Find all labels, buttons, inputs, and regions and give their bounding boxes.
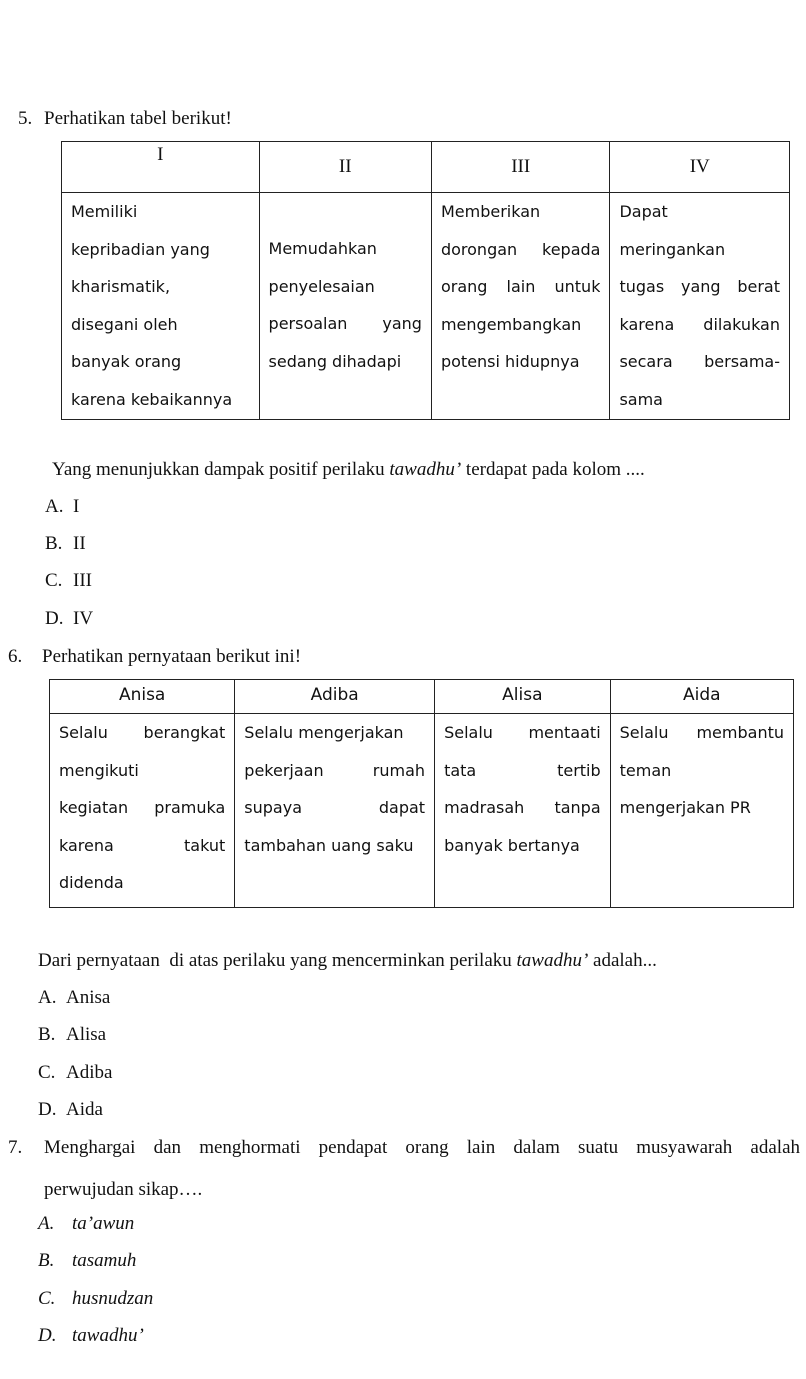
q5-c3-line: potensi hidupnya — [440, 352, 580, 371]
q6-question-post: adalah... — [588, 950, 657, 971]
q5-c4-line: karena dilakukan — [619, 314, 780, 334]
q7-option-b[interactable] — [38, 1250, 136, 1272]
option-letter: A. — [38, 1213, 55, 1234]
q5-c3-line: orang lain untuk — [440, 277, 601, 296]
q5-c1-line: kharismatik, — [71, 277, 171, 296]
q5-option-a[interactable] — [45, 496, 79, 518]
q6-cell-3 — [435, 714, 611, 908]
q5-c4-line: secara bersama- — [619, 352, 780, 371]
q6-table — [49, 679, 794, 908]
option-text: Anisa — [66, 987, 111, 1008]
q6-option-b[interactable] — [38, 1024, 106, 1046]
option-letter: C. — [38, 1062, 56, 1083]
q6-cell-4 — [610, 714, 793, 908]
option-text: tasamuh — [72, 1250, 137, 1271]
q6-c2-line: supaya dapat — [244, 798, 426, 817]
q6-c1-line: didenda — [59, 873, 124, 892]
option-text: II — [73, 533, 86, 554]
q6-c2-line: tambahan uang saku — [244, 835, 414, 855]
q7-number: 7. — [8, 1137, 23, 1158]
q5-c1-line: karena kebaikannya — [71, 389, 233, 409]
q5-c1-line: kepribadian yang — [71, 239, 210, 259]
q5-cell-1 — [62, 193, 260, 420]
q5-question — [52, 459, 645, 481]
option-letter: D. — [38, 1325, 57, 1346]
q6-c2-line: Selalu mengerjakan — [244, 723, 404, 742]
option-text: Alisa — [66, 1024, 107, 1045]
q6-c1-line: kegiatan pramuka — [59, 798, 226, 817]
option-text: I — [73, 496, 80, 517]
q5-c4-line: Dapat — [619, 202, 668, 221]
q7-option-a[interactable] — [38, 1213, 134, 1235]
q5-cell-3 — [431, 193, 609, 420]
q6-header-2: Adiba — [235, 680, 435, 714]
option-letter: B. — [38, 1250, 55, 1271]
q6-c1-line: mengikuti — [59, 760, 139, 780]
q6-question-term: tawadhu’ — [516, 950, 589, 971]
option-text: ta’awun — [72, 1213, 135, 1234]
q5-table — [61, 141, 790, 420]
q5-c3-line: mengembangkan — [440, 314, 582, 334]
q6-question-pre: Dari pernyataan di atas perilaku yang mencerminkan perilaku — [38, 950, 517, 971]
option-letter: A. — [38, 987, 57, 1008]
q5-prompt — [18, 108, 232, 130]
q5-c2-line: persoalan yang — [268, 314, 422, 333]
option-letter: B. — [45, 533, 63, 554]
q6-option-c[interactable] — [38, 1062, 112, 1084]
q6-c3-line: madrasah tanpa — [444, 798, 601, 817]
option-letter: A. — [45, 496, 64, 517]
q7-option-d[interactable] — [38, 1325, 144, 1347]
q5-question-pre: Yang menunjukkan dampak positif perilaku — [52, 459, 390, 480]
q5-question-term: tawadhu’ — [389, 459, 462, 480]
q5-number: 5. — [18, 108, 33, 129]
q5-c4-line: tugas yang berat — [619, 277, 780, 296]
option-text: husnudzan — [72, 1288, 154, 1309]
q6-c4-line: Selalu membantu — [619, 723, 784, 742]
q5-c3-line: dorongan kepada — [440, 239, 601, 259]
q6-option-a[interactable] — [38, 987, 110, 1009]
q5-c4-line: sama — [619, 389, 663, 409]
q6-cell-2 — [235, 714, 435, 908]
q5-cell-2 — [259, 193, 431, 420]
q5-c2-line: penyelesaian — [268, 276, 375, 296]
q6-c3-line: banyak bertanya — [444, 835, 580, 855]
q6-number: 6. — [8, 646, 23, 667]
q5-option-d[interactable] — [45, 608, 93, 630]
option-letter: C. — [45, 570, 63, 591]
q6-prompt-text: Perhatikan pernyataan berikut ini! — [42, 646, 302, 667]
q6-question — [38, 950, 657, 972]
q5-c2-line: Memudahkan — [268, 239, 377, 258]
q5-option-c[interactable] — [45, 570, 92, 592]
q5-c2-line: sedang dihadapi — [268, 351, 402, 371]
q6-c3-line: Selalu mentaati — [444, 723, 601, 742]
q6-c4-line: teman — [619, 760, 672, 780]
q6-c4-line: mengerjakan PR — [619, 798, 751, 817]
option-text: tawadhu’ — [72, 1325, 144, 1346]
q7-line1: Menghargai dan menghormati pendapat orang lain dalam suatu musyawarah adalah — [44, 1137, 800, 1158]
option-text: Adiba — [66, 1062, 113, 1083]
q5-header-4: IV — [610, 142, 790, 193]
q6-header-3: Alisa — [435, 680, 611, 714]
q6-cell-1 — [50, 714, 235, 908]
option-text: Aida — [66, 1099, 103, 1120]
q5-header-3: III — [431, 142, 609, 193]
option-letter: C. — [38, 1288, 56, 1309]
q7-option-c[interactable] — [38, 1288, 153, 1310]
option-letter: D. — [45, 608, 64, 629]
q5-question-post: terdapat pada kolom .... — [461, 459, 645, 480]
option-letter: D. — [38, 1099, 57, 1120]
q6-c1-line: Selalu berangkat — [59, 723, 226, 742]
q6-prompt — [8, 646, 301, 668]
q5-prompt-text: Perhatikan tabel berikut! — [44, 108, 232, 129]
q5-c3-line: Memberikan — [440, 202, 541, 221]
q5-c1-line: disegani oleh — [71, 314, 178, 334]
q7-prompt — [8, 1137, 800, 1159]
q5-c4-line: meringankan — [619, 239, 726, 259]
q5-option-b[interactable] — [45, 533, 86, 555]
option-text: IV — [73, 608, 94, 629]
option-text: III — [73, 570, 92, 591]
q5-header-1: I — [62, 142, 260, 193]
q6-c2-line: pekerjaan rumah — [244, 760, 426, 780]
q6-header-1: Anisa — [50, 680, 235, 714]
q5-cell-4 — [610, 193, 790, 420]
q5-header-2: II — [259, 142, 431, 193]
q7-line2: perwujudan sikap…. — [44, 1179, 203, 1200]
q5-c1-line: Memiliki — [71, 202, 138, 221]
q7-prompt-cont — [44, 1179, 202, 1201]
q6-header-4: Aida — [610, 680, 793, 714]
q6-option-d[interactable] — [38, 1099, 103, 1121]
q6-c1-line: karena takut — [59, 835, 226, 855]
option-letter: B. — [38, 1024, 56, 1045]
q5-c1-line: banyak orang — [71, 352, 182, 371]
q6-c3-line: tata tertib — [444, 760, 601, 780]
